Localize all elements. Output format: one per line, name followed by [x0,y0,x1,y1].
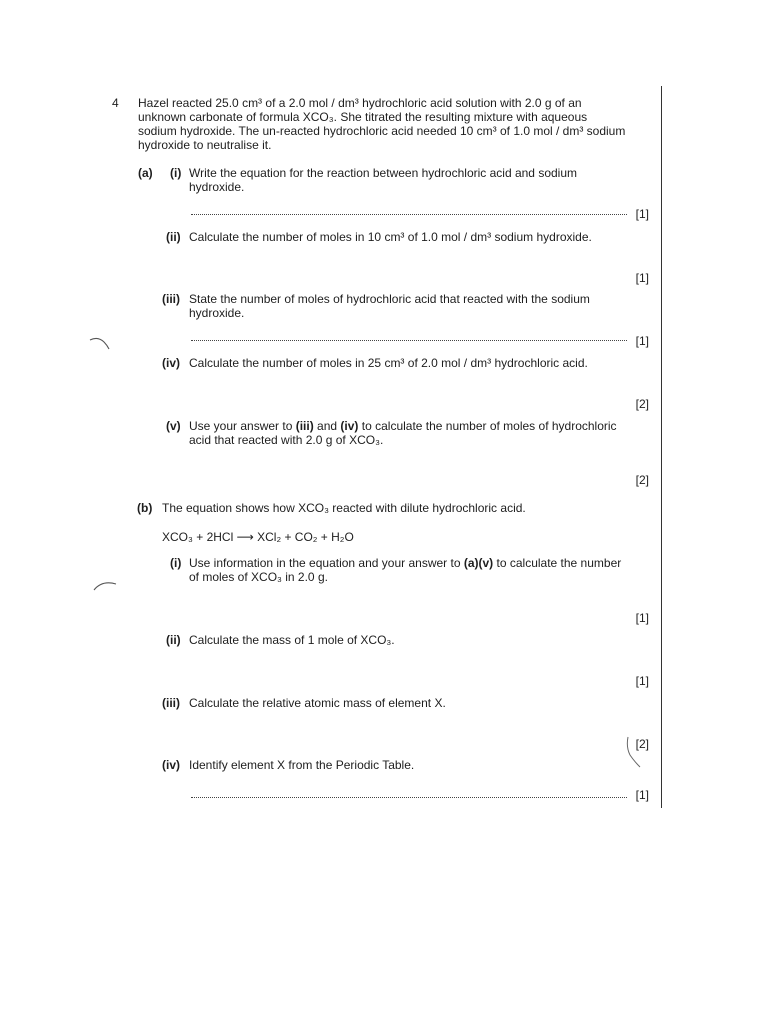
b-i-line-2: of moles of XCO₃ in 2.0 g. [189,570,328,584]
b-iv-question: Identify element X from the Periodic Table. [189,758,415,772]
b-ii-label: (ii) [166,633,181,647]
a-v-marks: [2] [635,473,649,487]
a-iii-label: (iii) [162,292,180,306]
a-v-label: (v) [166,419,181,433]
intro-line-1: Hazel reacted 25.0 cm³ of a 2.0 mol / dm³ hydrochloric acid solution with 2.0 g of an [138,96,582,110]
part-b-label: (b) [137,501,153,515]
margin-rule [661,86,662,808]
b-i-question [189,556,621,584]
question-intro [138,96,650,152]
a-v-ref-iv: (iv) [340,419,359,433]
b-intro: The equation shows how XCO₃ reacted with dilute hydrochloric acid. [162,501,526,515]
a-v-line-1: Use your answer to (iii) and (iv) to calculate the number of moles of hydrochloric [189,419,617,433]
b-equation: XCO₃ + 2HCl ⟶ XCl₂ + CO₂ + H₂O [162,530,354,544]
intro-line-4: hydroxide to neutralise it. [138,138,272,152]
a-v-question [189,419,617,447]
a-iii-marks: [1] [635,334,649,348]
a-ii-label: (ii) [166,230,181,244]
b-iii-label: (iii) [162,696,180,710]
a-iii-answer-line[interactable] [191,338,627,341]
b-ii-marks: [1] [635,674,649,688]
b-iv-answer-line[interactable] [191,795,627,798]
b-iii-question: Calculate the relative atomic mass of element X. [189,696,446,710]
a-i-question [189,166,577,194]
a-iv-marks: [2] [635,397,649,411]
a-i-answer-line[interactable] [191,212,627,215]
part-a-label: (a) [138,166,153,180]
tick-mark [622,735,644,769]
a-i-marks: [1] [635,207,649,221]
a-iii-line-2: hydroxide. [189,306,245,320]
margin-pencil-mark [88,334,112,352]
a-v-ref-iii: (iii) [295,419,314,433]
a-v-line-2: acid that reacted with 2.0 g of XCO₃. [189,433,384,447]
b-iv-marks: [1] [635,788,649,802]
b-iv-label: (iv) [162,758,180,772]
intro-line-2: unknown carbonate of formula XCO₃. She titrated the resulting mixture with aqueous [138,110,588,124]
a-iv-label: (iv) [162,356,180,370]
a-iv-question: Calculate the number of moles in 25 cm³ of 2.0 mol / dm³ hydrochloric acid. [189,356,588,370]
b-i-line-1: Use information in the equation and your answer to (a)(v) to calculate the number [189,556,622,570]
b-i-marks: [1] [635,611,649,625]
a-i-line-1: Write the equation for the reaction between hydrochloric acid and sodium [189,166,578,180]
b-iii-marks: [2] [635,737,649,751]
a-i-line-2: hydroxide. [189,180,245,194]
a-ii-question: Calculate the number of moles in 10 cm³ of 1.0 mol / dm³ sodium hydroxide. [189,230,592,244]
question-number: 4 [112,96,119,110]
a-i-label: (i) [170,166,182,180]
b-i-ref: (a)(v) [463,556,494,570]
b-ii-question: Calculate the mass of 1 mole of XCO₃. [189,633,395,647]
a-iii-line-1: State the number of moles of hydrochloric acid that reacted with the sodium [189,292,590,306]
a-ii-marks: [1] [635,271,649,285]
intro-line-3: sodium hydroxide. The un-reacted hydrochloric acid needed 10 cm³ of 1.0 mol / dm³ sodium [138,124,626,138]
a-iii-question [189,292,590,320]
b-i-label: (i) [170,556,182,570]
margin-pencil-mark [92,578,120,594]
